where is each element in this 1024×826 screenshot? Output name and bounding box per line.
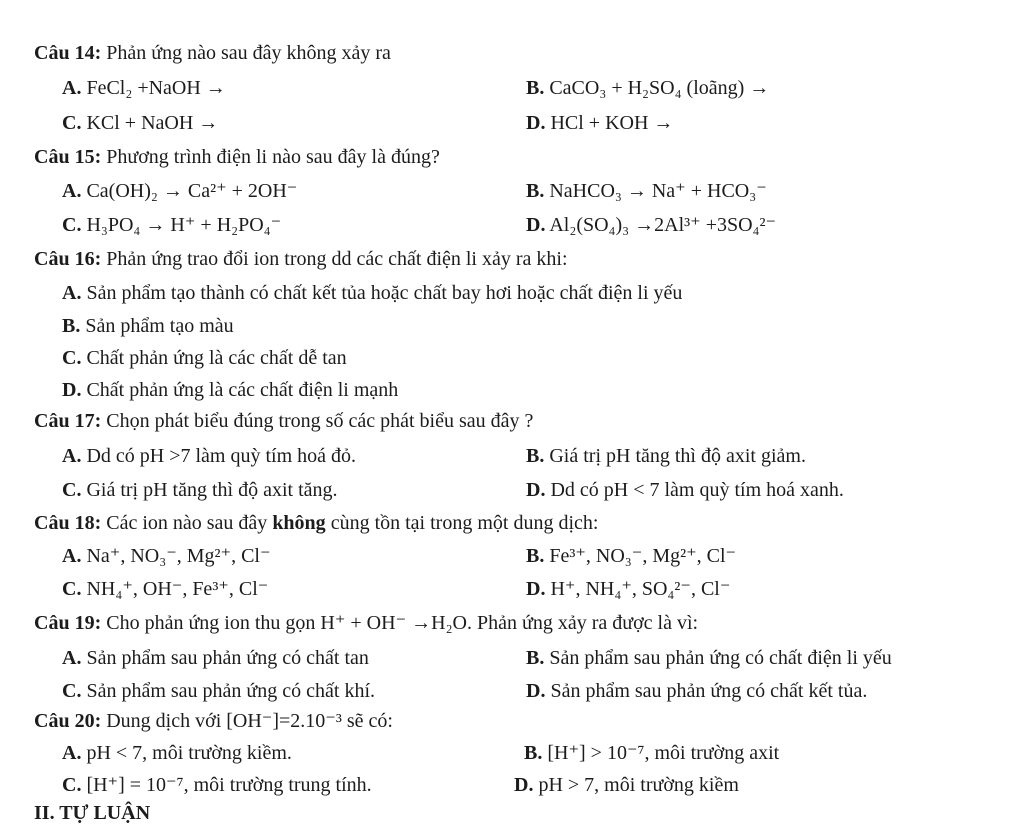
section-heading-cutoff: II. TỰ LUẬN	[34, 802, 151, 824]
q18-option-a	[62, 543, 271, 569]
question-14	[34, 40, 391, 66]
question-text: Phương trình điện li nào sau đây là đúng?	[101, 146, 440, 168]
option-text: Al₂(SO₄)₃ →2Al³⁺ +3SO₄²⁻	[545, 214, 777, 236]
q19-option-c	[62, 678, 375, 704]
option-label: A.	[62, 545, 82, 567]
q20-option-a	[62, 740, 292, 766]
q14-option-a	[62, 75, 226, 101]
question-label: Câu 19:	[34, 612, 102, 634]
q19-option-d	[526, 678, 867, 704]
option-text: Sản phẩm tạo màu	[80, 315, 234, 337]
option-label: C.	[62, 112, 82, 134]
question-label: Câu 18:	[34, 512, 102, 534]
option-label: D.	[526, 578, 546, 600]
q20-option-b	[524, 740, 779, 766]
q16-option-d	[62, 377, 398, 403]
option-label: B.	[62, 315, 81, 337]
option-label: D.	[62, 379, 82, 401]
option-text: pH < 7, môi trường kiềm.	[81, 742, 292, 764]
q18-option-c	[62, 576, 268, 602]
option-text: Fe³⁺, NO₃⁻, Mg²⁺, Cl⁻	[544, 545, 737, 567]
question-18	[34, 510, 598, 536]
option-text: NH₄⁺, OH⁻, Fe³⁺, Cl⁻	[81, 578, 269, 600]
option-label: B.	[524, 742, 543, 764]
option-text: H₃PO₄ → H⁺ + H₂PO₄⁻	[81, 214, 282, 236]
option-label: A.	[62, 282, 82, 304]
question-text: Cho phản ứng ion thu gọn H⁺ + OH⁻ →H₂O. Phản ứng xảy ra được là vì:	[101, 612, 699, 634]
option-label: D.	[526, 680, 546, 702]
q18-option-b	[526, 543, 736, 569]
option-label: A.	[62, 742, 82, 764]
q15-option-b	[526, 178, 767, 204]
question-label: Câu 14:	[34, 42, 102, 64]
q15-option-d	[526, 212, 776, 238]
option-label: D.	[526, 214, 546, 236]
option-text: Dd có pH < 7 làm quỳ tím hoá xanh.	[545, 479, 844, 501]
option-label: B.	[526, 545, 545, 567]
q17-option-c	[62, 477, 338, 503]
q14-option-c	[62, 110, 218, 136]
option-text: Sản phẩm sau phản ứng có chất khí.	[81, 680, 376, 702]
question-16	[34, 246, 568, 272]
option-text: Na⁺, NO₃⁻, Mg²⁺, Cl⁻	[81, 545, 271, 567]
option-label: A.	[62, 647, 82, 669]
q19-option-a	[62, 645, 369, 671]
q14-option-d	[526, 110, 673, 136]
question-20	[34, 708, 393, 734]
question-19	[34, 610, 698, 636]
option-text: [H⁺] = 10⁻⁷, môi trường trung tính.	[81, 774, 372, 796]
q20-option-d	[514, 772, 739, 798]
option-label: C.	[62, 774, 82, 796]
question-17	[34, 408, 533, 434]
q15-option-c	[62, 212, 281, 238]
option-label: C.	[62, 347, 82, 369]
q16-option-a	[62, 280, 682, 306]
option-label: D.	[514, 774, 534, 796]
option-text: HCl + KOH →	[545, 112, 674, 134]
option-text: H⁺, NH₄⁺, SO₄²⁻, Cl⁻	[545, 578, 731, 600]
option-text: KCl + NaOH →	[81, 112, 219, 134]
question-text: Các ion nào sau đây	[101, 512, 273, 534]
option-text: FeCl₂ +NaOH →	[81, 77, 226, 99]
question-label: Câu 17:	[34, 410, 102, 432]
option-text: Giá trị pH tăng thì độ axit tăng.	[81, 479, 338, 501]
option-label: B.	[526, 180, 545, 202]
q17-option-b	[526, 443, 806, 469]
q20-option-c	[62, 772, 372, 798]
option-label: C.	[62, 680, 82, 702]
option-text: Sản phẩm sau phản ứng có chất kết tủa.	[545, 680, 868, 702]
question-label: Câu 20:	[34, 710, 102, 732]
option-text: CaCO₃ + H₂SO₄ (loãng) →	[544, 77, 770, 99]
option-label: C.	[62, 214, 82, 236]
question-label: Câu 16:	[34, 248, 102, 270]
question-15	[34, 144, 440, 170]
option-label: A.	[62, 77, 82, 99]
question-text: Phản ứng nào sau đây không xảy ra	[101, 42, 391, 64]
question-emphasis: không	[272, 512, 326, 534]
option-label: B.	[526, 647, 545, 669]
option-text: pH > 7, môi trường kiềm	[533, 774, 739, 796]
option-text: [H⁺] > 10⁻⁷, môi trường axit	[542, 742, 780, 764]
option-text: NaHCO₃ → Na⁺ + HCO₃⁻	[544, 180, 767, 202]
option-text: Chất phản ứng là các chất dễ tan	[81, 347, 347, 369]
option-text: Ca(OH)₂ → Ca²⁺ + 2OH⁻	[81, 180, 298, 202]
option-label: B.	[526, 77, 545, 99]
q16-option-b	[62, 313, 234, 339]
q17-option-a	[62, 443, 356, 469]
q19-option-b	[526, 645, 892, 671]
q16-option-c	[62, 345, 347, 371]
option-label: A.	[62, 445, 82, 467]
option-label: D.	[526, 479, 546, 501]
option-label: D.	[526, 112, 546, 134]
q17-option-d	[526, 477, 844, 503]
q18-option-d	[526, 576, 730, 602]
option-label: A.	[62, 180, 82, 202]
option-text: Sản phẩm sau phản ứng có chất tan	[81, 647, 369, 669]
question-text: Phản ứng trao đổi ion trong dd các chất điện li xảy ra khi:	[101, 248, 568, 270]
option-text: Sản phẩm sau phản ứng có chất điện li yếu	[544, 647, 892, 669]
option-label: B.	[526, 445, 545, 467]
option-text: Giá trị pH tăng thì độ axit giảm.	[544, 445, 806, 467]
question-label: Câu 15:	[34, 146, 102, 168]
question-text: Chọn phát biểu đúng trong số các phát biểu sau đây ?	[101, 410, 534, 432]
question-text: Dung dịch với [OH⁻]=2.10⁻³ sẽ có:	[101, 710, 393, 732]
question-text: cùng tồn tại trong một dung dịch:	[325, 512, 599, 534]
q14-option-b	[526, 75, 769, 101]
option-text: Chất phản ứng là các chất điện li mạnh	[81, 379, 399, 401]
q15-option-a	[62, 178, 297, 204]
option-label: C.	[62, 578, 82, 600]
option-label: C.	[62, 479, 82, 501]
option-text: Dd có pH >7 làm quỳ tím hoá đỏ.	[81, 445, 357, 467]
option-text: Sản phẩm tạo thành có chất kết tủa hoặc chất bay hơi hoặc chất điện li yếu	[81, 282, 683, 304]
